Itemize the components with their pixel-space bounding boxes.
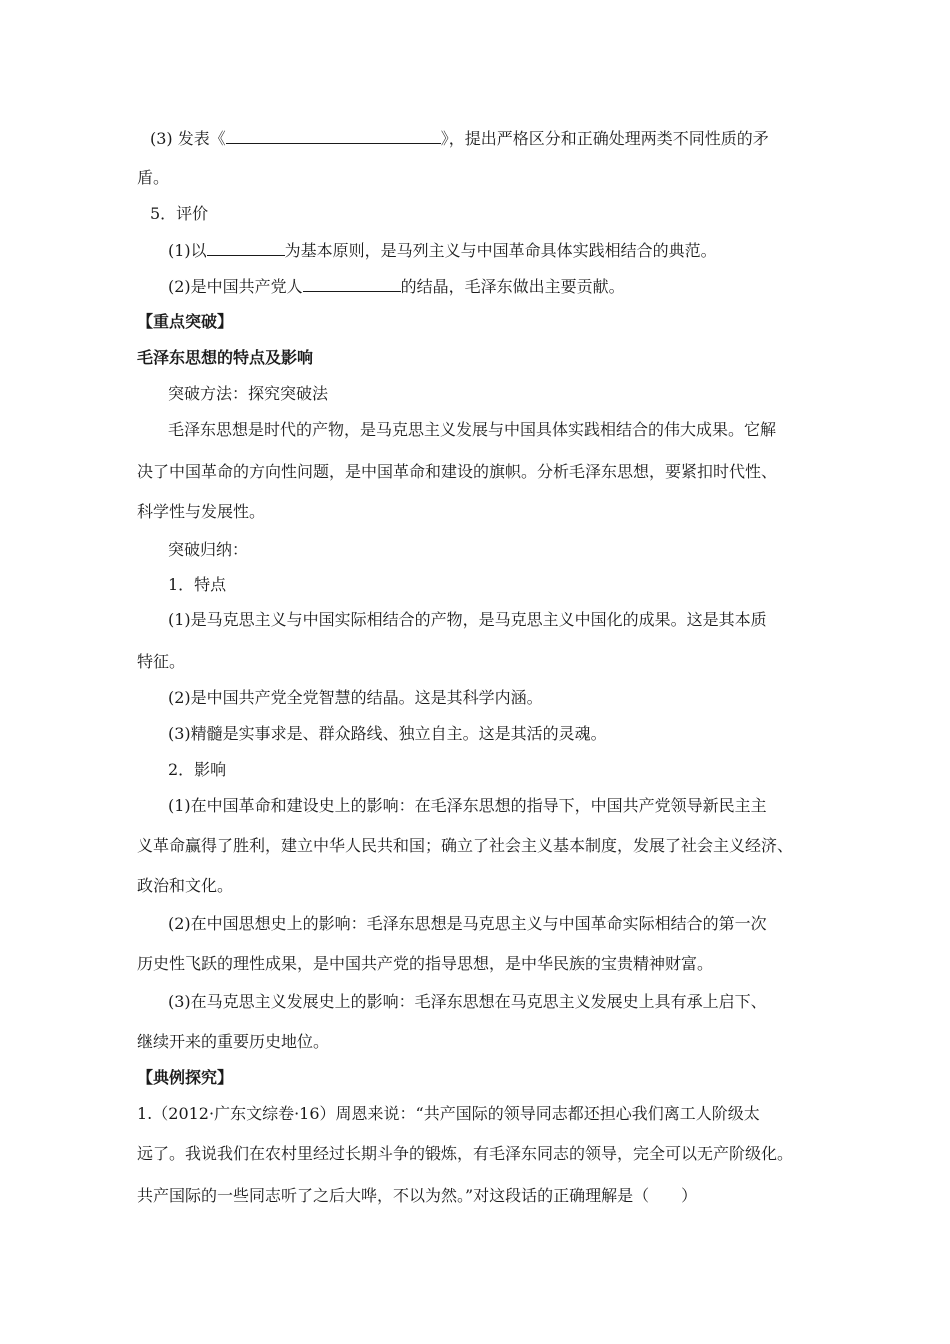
impact-1-line-2: 义革命赢得了胜利，建立中华人民共和国；确立了社会主义基本制度，发展了社会主义经济、 [137,836,794,855]
feature-1-line-2: 特征。 [137,652,186,671]
question-1-line-2: 远了。我说我们在农村里经过长期斗争的锻炼，有毛泽东同志的领导，完全可以无产阶级化。 [137,1144,794,1163]
eval-point-1 [168,240,717,261]
item3-line [150,128,769,149]
eval-p1-suffix: 为基本原则，是马列主义与中国革命具体实践相结合的典范。 [284,241,717,260]
impact-3-line-2: 继续开来的重要历史地位。 [137,1032,330,1051]
intro-line-3: 科学性与发展性。 [137,502,266,521]
impact-1-line-1: (1)在中国革命和建设史上的影响：在毛泽东思想的指导下，中国共产党领导新民主主 [168,796,767,815]
feature-2: (2)是中国共产党全党智慧的结晶。这是其科学内涵。 [168,688,543,707]
eval-heading: 5．评价 [150,204,209,223]
section-title-focus: 【重点突破】 [137,312,234,331]
eval-p2-suffix: 的结晶，毛泽东做出主要贡献。 [400,277,625,296]
summary-label: 突破归纳： [168,540,249,559]
fill-blank [207,240,285,256]
item3-prefix: (3) 发表《 [150,129,226,148]
question-1-line-1: 1.（2012·广东文综卷·16）周恩来说：“共产国际的领导同志都还担心我们离工人阶级太 [137,1104,760,1123]
fill-blank [226,128,441,144]
impact-heading: 2．影响 [168,760,227,779]
intro-line-1: 毛泽东思想是时代的产物，是马克思主义发展与中国具体实践相结合的伟大成果。它解 [168,420,777,439]
method-line: 突破方法：探究突破法 [168,384,329,403]
topic-heading: 毛泽东思想的特点及影响 [137,348,314,367]
fill-blank [303,276,401,292]
feature-1-line-1: (1)是马克思主义与中国实际相结合的产物，是马克思主义中国化的成果。这是其本质 [168,610,767,629]
eval-p2-prefix: (2)是中国共产党人 [168,277,303,296]
item3-suffix: 》，提出严格区分和正确处理两类不同性质的矛 [440,129,769,148]
impact-2-line-2: 历史性飞跃的理性成果，是中国共产党的指导思想，是中华民族的宝贵精神财富。 [137,954,714,973]
impact-1-line-3: 政治和文化。 [137,876,234,895]
impact-2-line-1: (2)在中国思想史上的影响：毛泽东思想是马克思主义与中国革命实际相结合的第一次 [168,914,767,933]
intro-line-2: 决了中国革命的方向性问题，是中国革命和建设的旗帜。分析毛泽东思想，要紧扣时代性、 [137,462,778,481]
feature-3: (3)精髓是实事求是、群众路线、独立自主。这是其活的灵魂。 [168,724,607,743]
question-1-line-3: 共产国际的一些同志听了之后大哗，不以为然。”对这段话的正确理解是（ ） [137,1186,698,1205]
eval-point-2 [168,276,625,297]
impact-3-line-1: (3)在马克思主义发展史上的影响：毛泽东思想在马克思主义发展史上具有承上启下、 [168,992,767,1011]
eval-p1-prefix: (1)以 [168,241,207,260]
item3-continuation: 盾。 [137,168,170,187]
features-heading: 1．特点 [168,575,227,594]
section-title-example: 【典例探究】 [137,1068,234,1087]
